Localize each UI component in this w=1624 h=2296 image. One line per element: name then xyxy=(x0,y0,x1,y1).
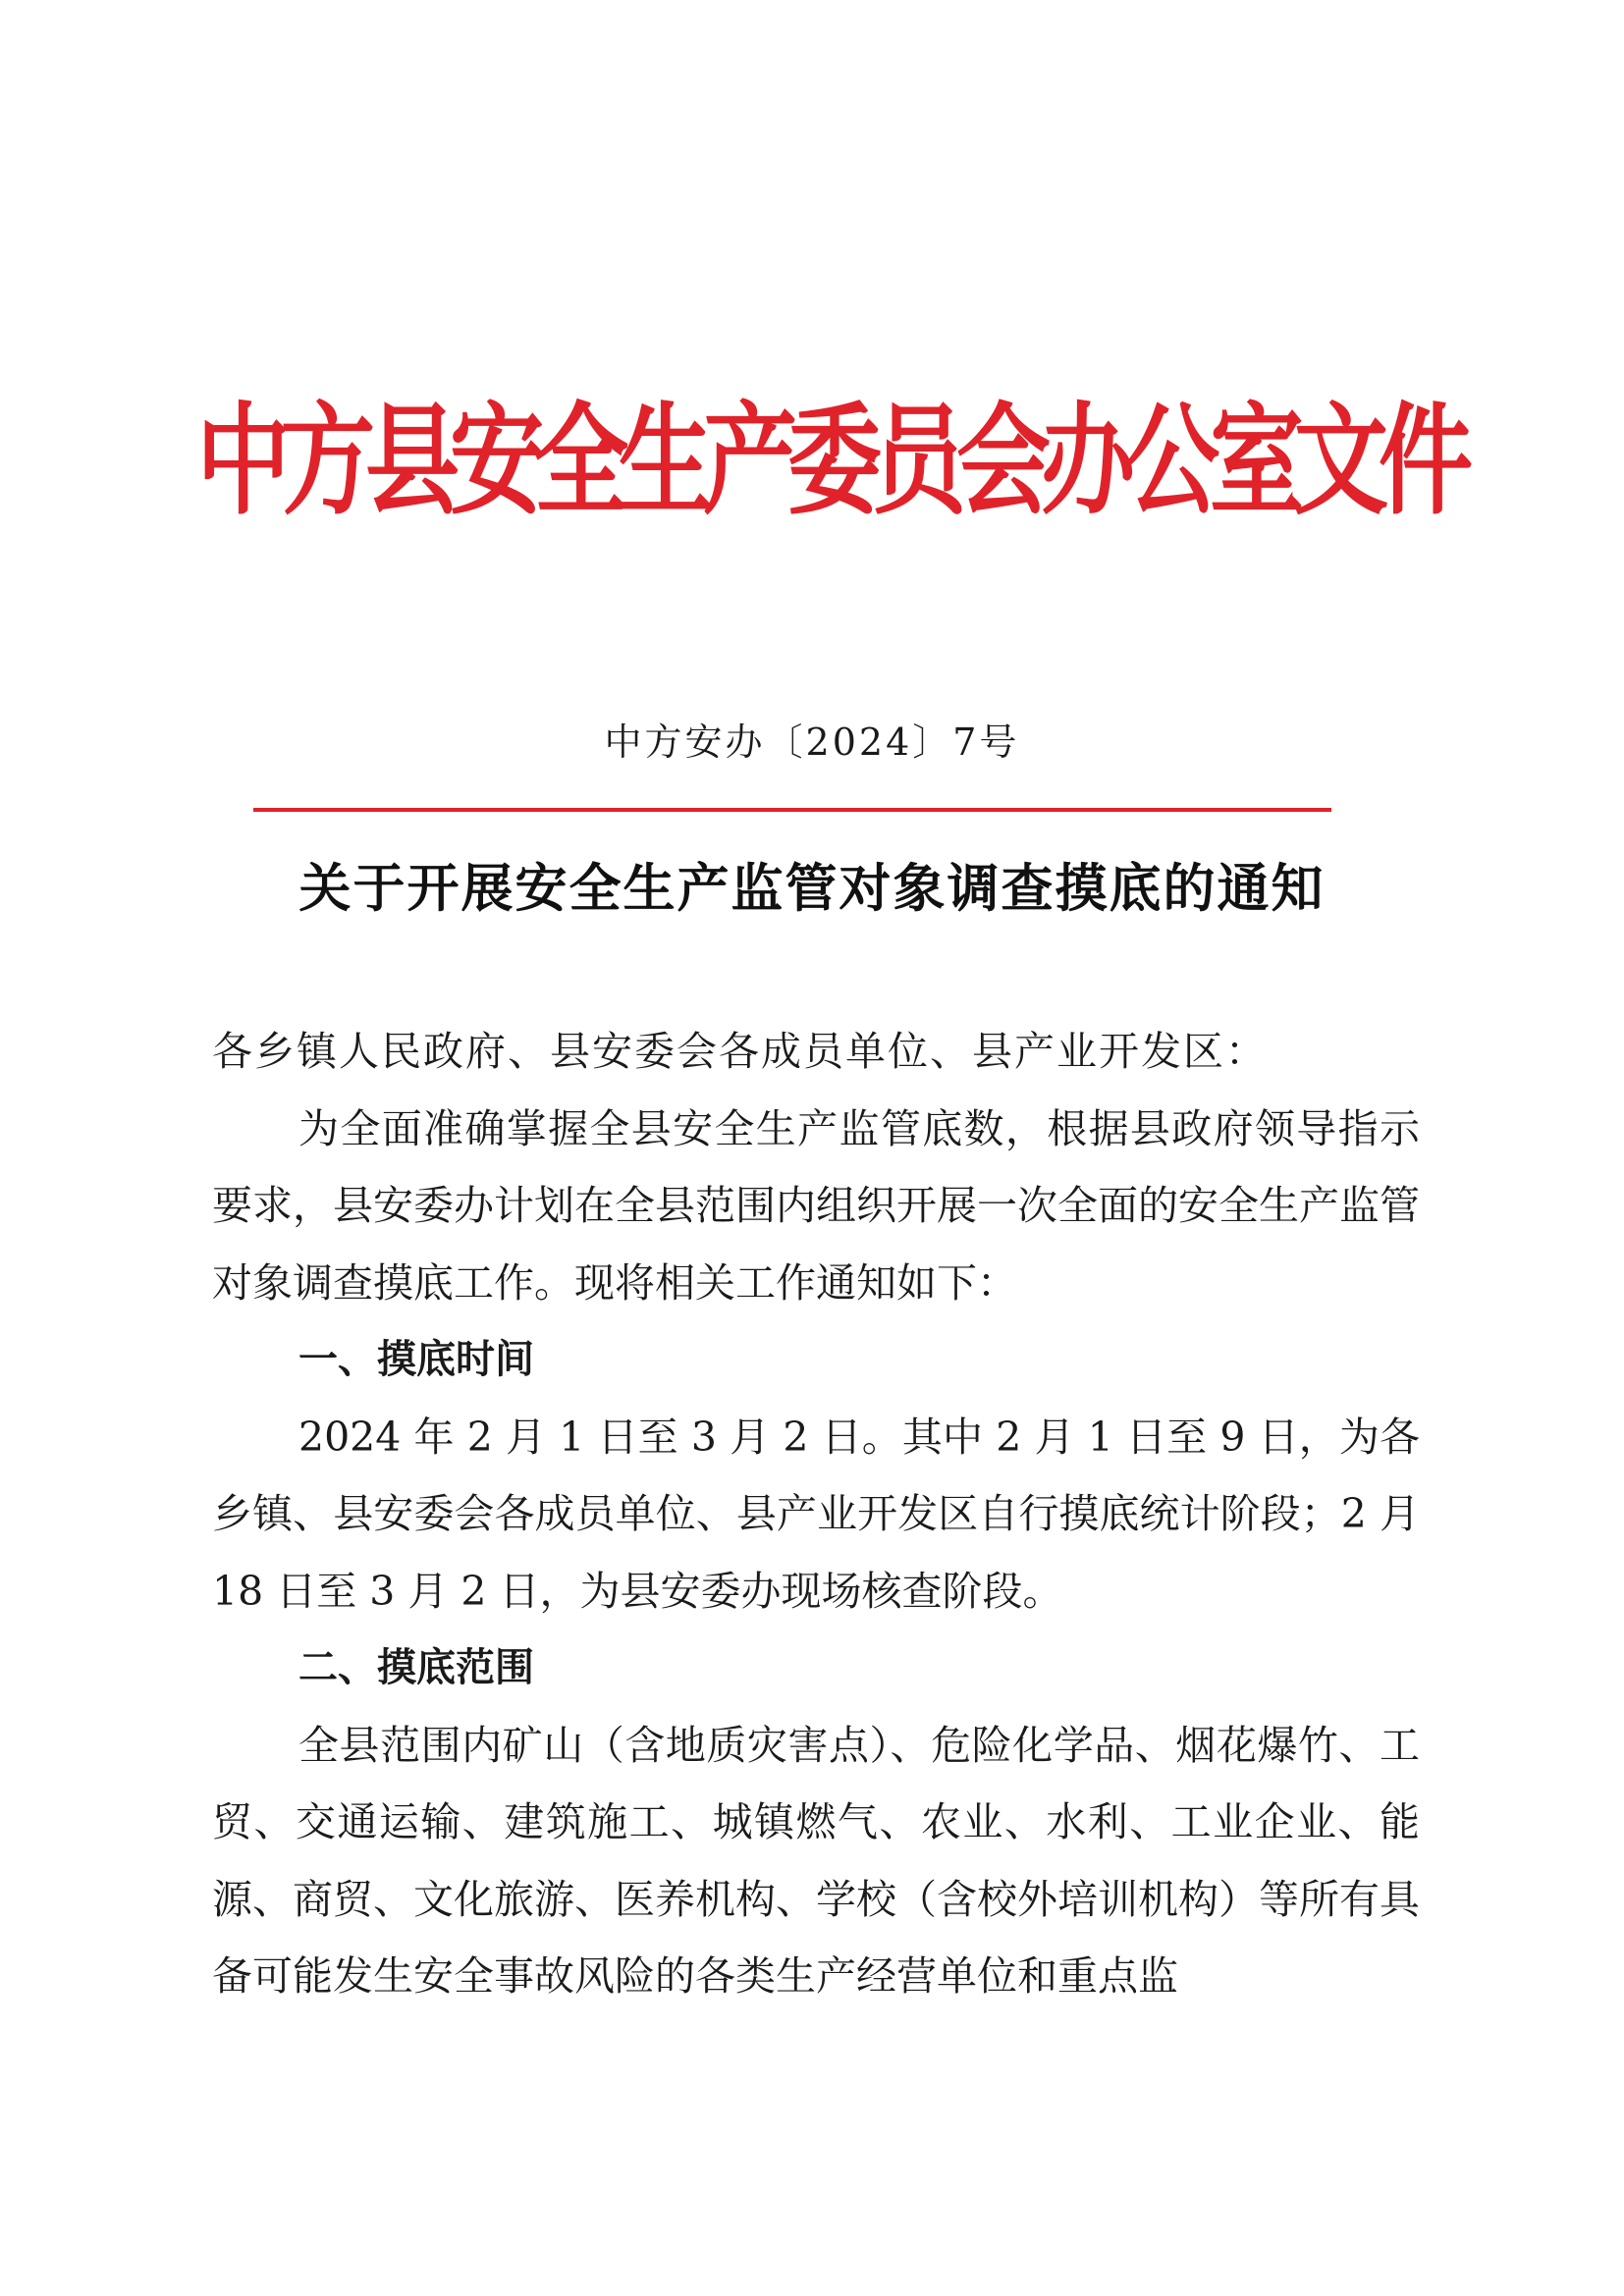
section-paragraph-scope: 全县范围内矿山（含地质灾害点）、危险化学品、烟花爆竹、工贸、交通运输、建筑施工、城镇燃气、农业、水利、工业企业、能源、商贸、文化旅游、医养机构、学校（含校外培训机构）等所有具备可能发生安全事故风险的各类生产经营单位和重点监 xyxy=(212,1721,1420,2000)
section-paragraph-time: 2024 年 2 月 1 日至 3 月 2 日。其中 2 月 1 日至 9 日，为各乡镇、县安委会各成员单位、县产业开发区自行摸底统计阶段；2 月 18 日至 3 月 2 日，为县安委办现场核查阶段。 xyxy=(212,1413,1420,1615)
intro-paragraph: 为全面准确掌握全县安全生产监管底数，根据县政府领导指示要求，县安委办计划在全县范围内组织开展一次全面的安全生产监管对象调查摸底工作。现将相关工作通知如下： xyxy=(212,1104,1420,1307)
document-number: 中方安办〔2024〕7号 xyxy=(604,721,1020,764)
section-heading-time: 一、摸底时间 xyxy=(298,1337,534,1382)
red-divider-line xyxy=(253,808,1331,812)
salutation: 各乡镇人民政府、县安委会各成员单位、县产业开发区： xyxy=(212,1028,1268,1075)
document-title: 关于开展安全生产监管对象调查摸底的通知 xyxy=(298,859,1326,919)
masthead-title: 中方县安全生产委员会办公室文件 xyxy=(196,390,1463,532)
document-body xyxy=(212,1013,1420,2015)
section-heading-scope: 二、摸底范围 xyxy=(298,1645,534,1690)
